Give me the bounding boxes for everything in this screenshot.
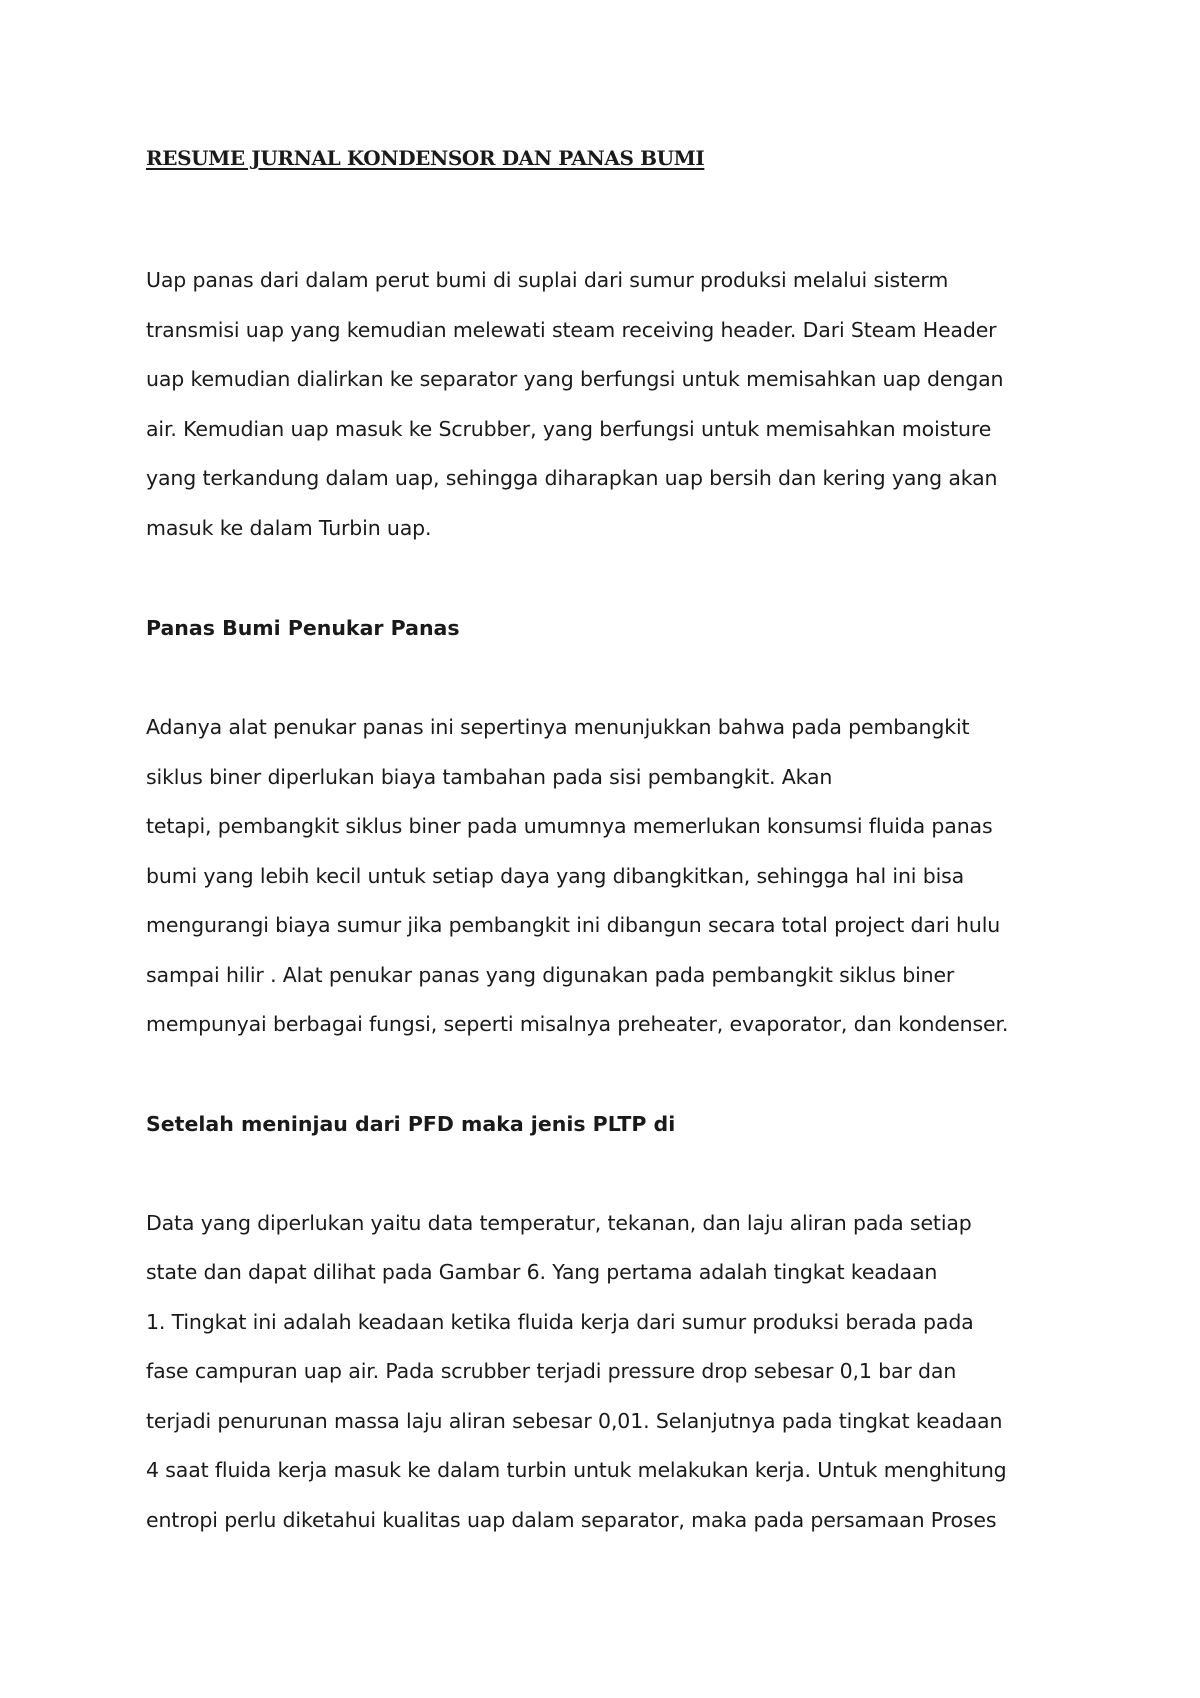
section-heading-pfd: Setelah meninjau dari PFD maka jenis PLTP di (146, 1112, 676, 1136)
paragraph-1-line: masuk ke dalam Turbin uap. (146, 516, 432, 540)
paragraph-1-line: Uap panas dari dalam perut bumi di suplai dari sumur produksi melalui sisterm (146, 268, 949, 292)
paragraph-3-line: 1. Tingkat ini adalah keadaan ketika fluida kerja dari sumur produksi berada pada (146, 1310, 974, 1334)
paragraph-2-line: tetapi, pembangkit siklus biner pada umumnya memerlukan konsumsi fluida panas (146, 814, 993, 838)
paragraph-2-line: bumi yang lebih kecil untuk setiap daya yang dibangkitkan, sehingga hal ini bisa (146, 864, 965, 888)
paragraph-1-line: yang terkandung dalam uap, sehingga diharapkan uap bersih dan kering yang akan (146, 466, 998, 490)
paragraph-2-line: mengurangi biaya sumur jika pembangkit ini dibangun secara total project dari hulu (146, 913, 1001, 937)
paragraph-2-line: mempunyai berbagai fungsi, seperti misalnya preheater, evaporator, dan kondenser. (146, 1012, 1009, 1036)
paragraph-2-line: Adanya alat penukar panas ini sepertinya menunjukkan bahwa pada pembangkit (146, 715, 970, 739)
paragraph-1-line: air. Kemudian uap masuk ke Scrubber, yang berfungsi untuk memisahkan moisture (146, 417, 992, 441)
paragraph-3-line: Data yang diperlukan yaitu data temperatur, tekanan, dan laju aliran pada setiap (146, 1211, 972, 1235)
section-heading-panas-bumi: Panas Bumi Penukar Panas (146, 616, 460, 640)
paragraph-1-line: transmisi uap yang kemudian melewati steam receiving header. Dari Steam Header (146, 318, 997, 342)
paragraph-3-line: 4 saat fluida kerja masuk ke dalam turbin untuk melakukan kerja. Untuk menghitung (146, 1458, 1007, 1482)
document-title: RESUME JURNAL KONDENSOR DAN PANAS BUMI (146, 146, 705, 170)
paragraph-3-line: fase campuran uap air. Pada scrubber terjadi pressure drop sebesar 0,1 bar dan (146, 1359, 957, 1383)
paragraph-1-line: uap kemudian dialirkan ke separator yang berfungsi untuk memisahkan uap dengan (146, 367, 1004, 391)
paragraph-3-line: terjadi penurunan massa laju aliran sebesar 0,01. Selanjutnya pada tingkat keadaan (146, 1409, 1003, 1433)
paragraph-2-line: sampai hilir . Alat penukar panas yang digunakan pada pembangkit siklus biner (146, 963, 955, 987)
paragraph-2-line: siklus biner diperlukan biaya tambahan pada sisi pembangkit. Akan (146, 765, 833, 789)
paragraph-3-line: state dan dapat dilihat pada Gambar 6. Yang pertama adalah tingkat keadaan (146, 1260, 938, 1284)
paragraph-3-line: entropi perlu diketahui kualitas uap dalam separator, maka pada persamaan Proses (146, 1508, 997, 1532)
